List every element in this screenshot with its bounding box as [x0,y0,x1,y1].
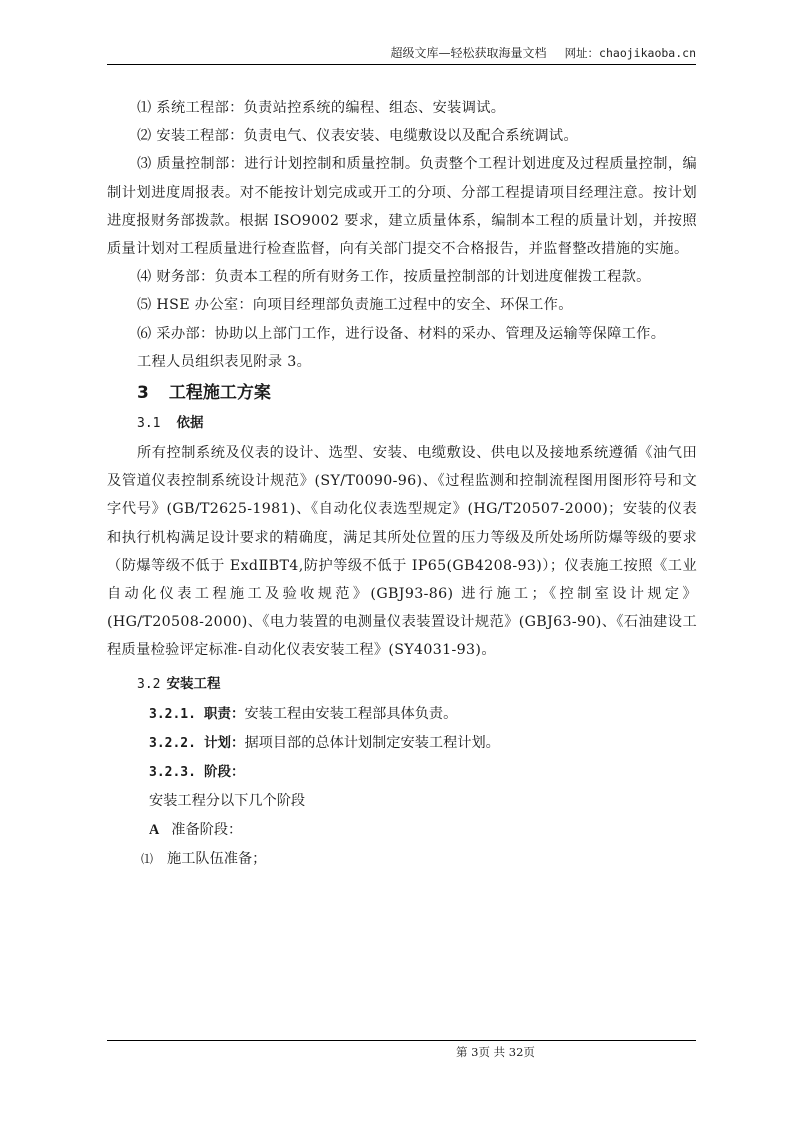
page-footer [107,1040,696,1059]
subsection-3-2-3: 3.2.3. 阶段： [149,763,245,780]
stages-intro: 安装工程分以下几个阶段 [149,792,306,809]
header-url: 网址：chaojikaoba.cn [564,46,696,60]
dept-item-3: ⑶ 质量控制部：进行计划控制和质量控制。负责整个工程计划进度及过程质量控制，编制计划进度周报表。对不能按计划完成或开工的分项、分部工程提请项目经理注意。按计划进度报财务部拨款。根据 ISO9002 要求，建立质量体系，编制本工程的质量计划，并按照质量计划对工程质量进行检查监督，向有关部门提交不合格报告，并监督整改措施的实施。 [107,156,697,258]
subsection-3-2-1: 3.2.1. 职责：安装工程由安装工程部具体负责。 [149,705,458,722]
dept-item-5: ⑸ HSE 办公室：向项目经理部负责施工过程中的安全、环保工作。 [137,297,573,314]
dept-item-6: ⑹ 采办部：协助以上部门工作，进行设备、材料的采办、管理及运输等保障工作。 [137,325,666,342]
dept-item-2: ⑵ 安装工程部：负责电气、仪表安装、电缆敷设以及配合系统调试。 [137,128,579,145]
phase-a: A 准备阶段： [149,821,243,838]
phase-a-item-1: ⑴ 施工队伍准备； [141,850,267,867]
page-number: 第 3页 共 32页 [456,1045,535,1059]
header-site-name: 超级文库—轻松获取海量文档 [390,46,547,60]
section-3-1-heading: 3.1 依据 [137,415,204,432]
appendix-note: 工程人员组织表见附录 3。 [137,353,312,370]
document-body [107,94,697,874]
dept-item-4: ⑷ 财务部：负责本工程的所有财务工作，按质量控制部的计划进度催拨工程款。 [137,269,651,286]
basis-paragraph: 所有控制系统及仪表的设计、选型、安装、电缆敷设、供电以及接地系统遵循《油气田及管道仪表控制系统设计规范》(SY/T0090-96)、《过程监测和控制流程图用图形符号和文字代号》(GB/T2625-1981)、《自动化仪表选型规定》(HG/T20507-2000)；安装的仪表和执行机构满足设计要求的精确度，满足其所处位置的压力等级及所处场所防爆等级的要求（防爆等级不低于 ExdⅡBT4,防护等级不低于 IP65(GB4208-93)）；仪表施工按照《工业自动化仪表工程施工及验收规范》(GBJ93-86) 进行施工；《控制室设计规定》(HG/T20508-2000)、《电力装置的电测量仪表装置设计规范》(GBJ63-90)、《石油建设工程质量检验评定标准-自动化仪表安装工程》(SY4031-93)。 [107,445,697,659]
section-3-heading: 3 工程施工方案 [137,383,271,404]
page-header [107,44,696,65]
section-3-2-heading: 3.2 安装工程 [137,675,221,692]
dept-item-1: ⑴ 系统工程部：负责站控系统的编程、组态、安装调试。 [137,100,506,116]
subsection-3-2-2: 3.2.2. 计划：据项目部的总体计划制定安装工程计划。 [149,734,500,751]
